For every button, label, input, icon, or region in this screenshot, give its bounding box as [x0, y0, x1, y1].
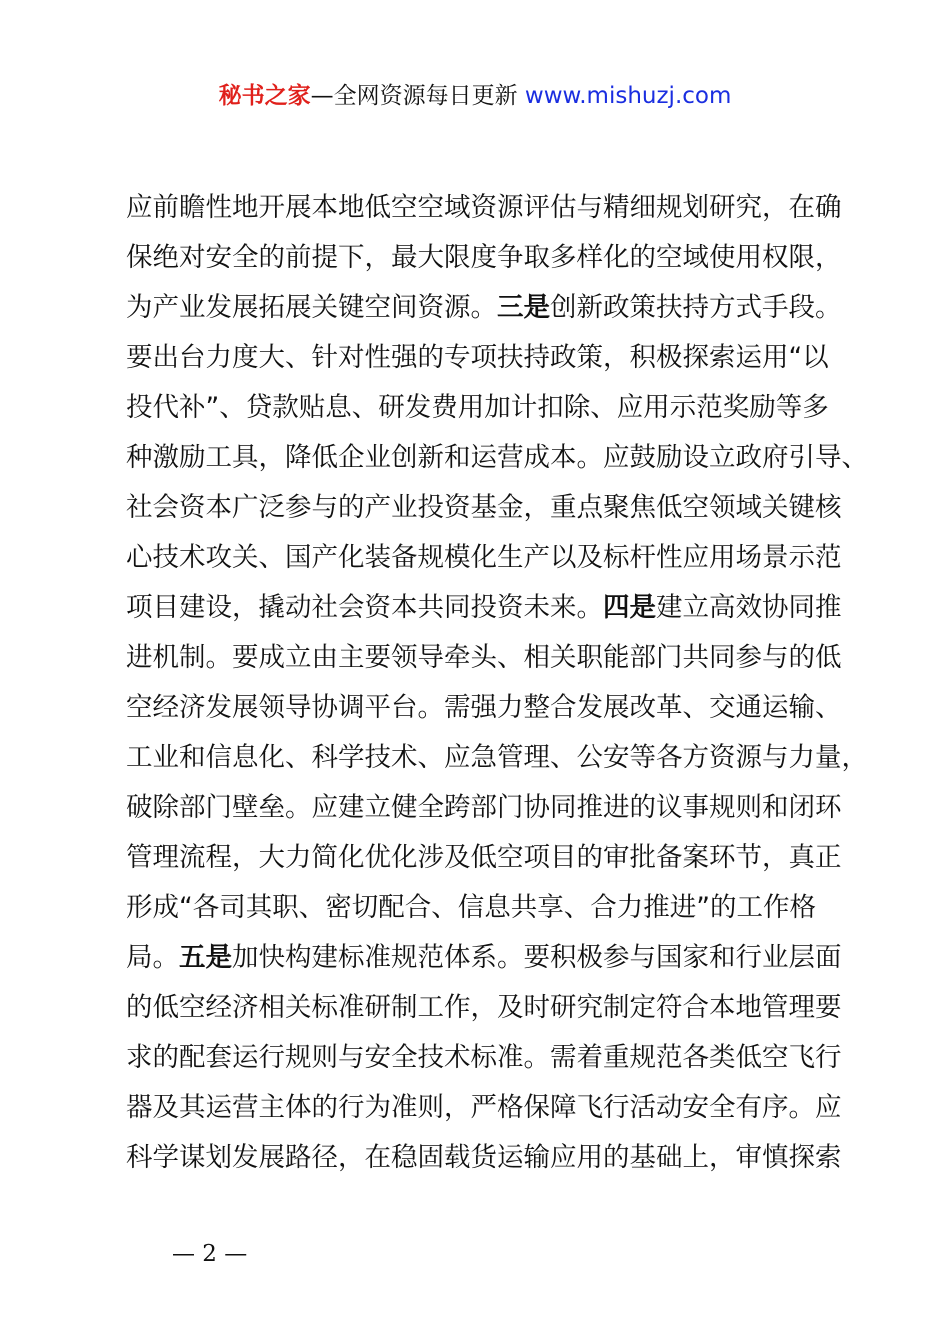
body-line: 科学谋划发展路径，在稳固载货运输应用的基础上，审慎探索 [126, 1142, 842, 1173]
body-line-text: 局。 [126, 942, 179, 973]
point-keyword: 五是 [179, 942, 232, 973]
body-line: 管理流程，大力简化优化涉及低空项目的审批备案环节，真正 [126, 842, 842, 873]
body-line-text: 加快构建标准规范体系。要积极参与国家和行业层面 [232, 942, 842, 973]
point-keyword: 三是 [497, 292, 550, 323]
body-line: 要出台力度大、针对性强的专项扶持政策，积极探索运用“以 [126, 342, 829, 373]
body-line-text: 创新政策扶持方式手段。 [550, 292, 842, 323]
body-line: 社会资本广泛参与的产业投资基金，重点聚焦低空领域关键核 [126, 492, 842, 523]
body-line: 的低空经济相关标准研制工作，及时研究制定符合本地管理要 [126, 992, 842, 1023]
site-url-link[interactable]: www.mishuzj.com [524, 83, 732, 109]
body-line: 空经济发展领导协调平台。需强力整合发展改革、交通运输、 [126, 692, 842, 723]
brand-name: 秘书之家 [218, 83, 311, 109]
body-line: 进机制。要成立由主要领导牵头、相关职能部门共同参与的低 [126, 642, 842, 673]
body-line-text: 项目建设，撬动社会资本共同投资未来。 [126, 592, 603, 623]
body-line: 保绝对安全的前提下，最大限度争取多样化的空域使用权限， [126, 242, 842, 273]
header-slogan: —全网资源每日更新 [310, 83, 518, 109]
body-line: 器及其运营主体的行为准则，严格保障飞行活动安全有序。应 [126, 1092, 842, 1123]
body-line: 投代补”、贷款贴息、研发费用加计扣除、应用示范奖励等多 [126, 392, 829, 423]
body-line: 工业和信息化、科学技术、应急管理、公安等各方资源与力量， [126, 742, 868, 773]
body-line: 种激励工具，降低企业创新和运营成本。应鼓励设立政府引导、 [126, 442, 868, 473]
site-header [0, 80, 950, 112]
document-body [126, 183, 871, 1183]
body-line [126, 583, 871, 633]
body-line [126, 283, 871, 333]
body-line: 求的配套运行规则与安全技术标准。需着重规范各类低空飞行 [126, 1042, 842, 1073]
body-line: 应前瞻性地开展本地低空空域资源评估与精细规划研究，在确 [126, 192, 842, 223]
page-number: — 2 — [172, 1241, 248, 1267]
body-line-text: 为产业发展拓展关键空间资源。 [126, 292, 497, 323]
point-keyword: 四是 [603, 592, 656, 623]
body-line: 心技术攻关、国产化装备规模化生产以及标杆性应用场景示范 [126, 542, 842, 573]
body-line-text: 建立高效协同推 [656, 592, 842, 623]
body-line: 破除部门壁垒。应建立健全跨部门协同推进的议事规则和闭环 [126, 792, 842, 823]
body-line: 形成“各司其职、密切配合、信息共享、合力推进”的工作格 [126, 892, 816, 923]
body-line [126, 933, 871, 983]
